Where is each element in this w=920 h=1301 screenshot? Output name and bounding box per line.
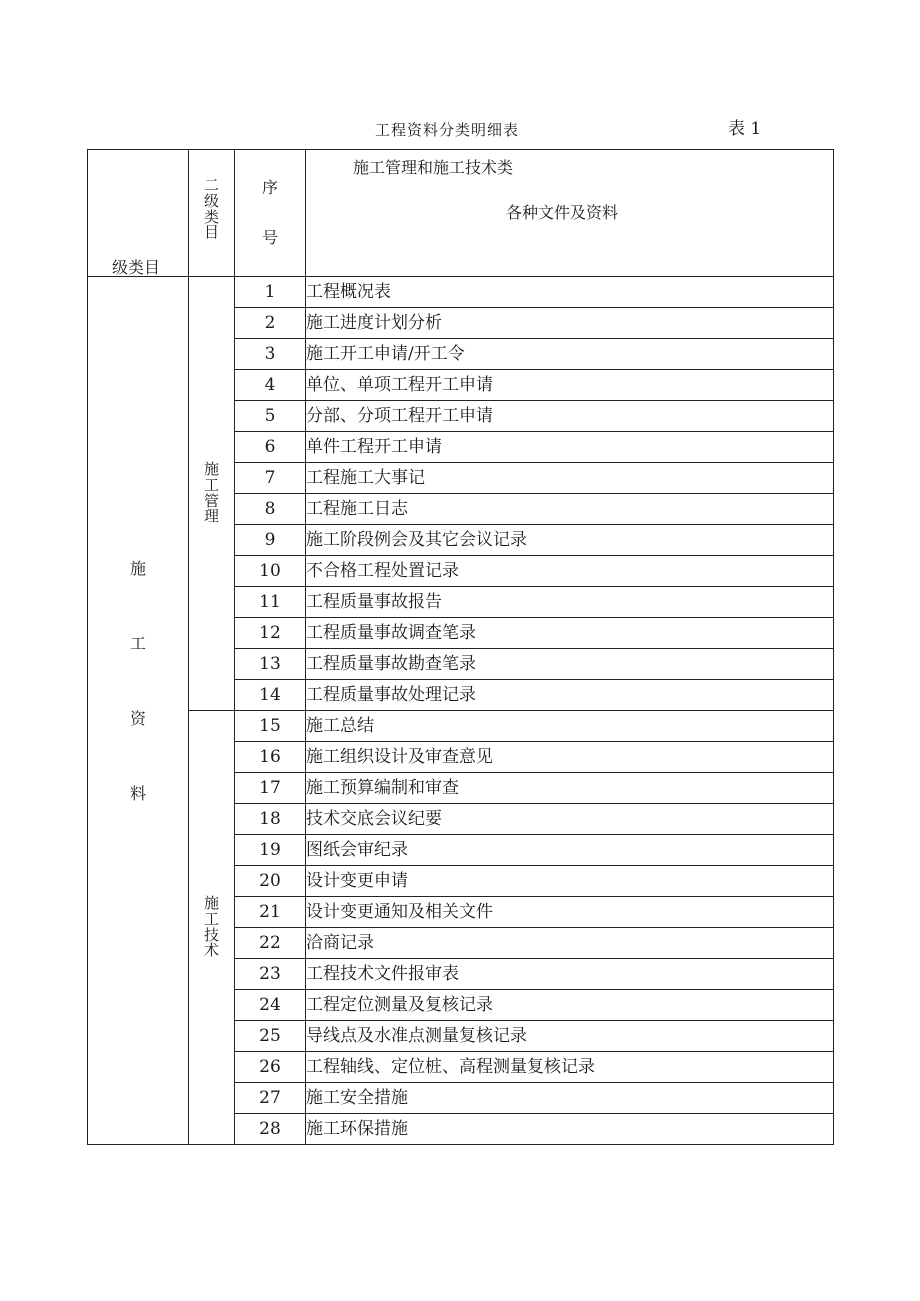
row-number: 26 (235, 1052, 306, 1083)
row-number: 7 (235, 463, 306, 494)
row-document-name: 洽商记录 (306, 928, 834, 959)
row-document-name: 设计变更通知及相关文件 (306, 897, 834, 928)
row-document-name: 工程技术文件报审表 (306, 959, 834, 990)
row-number: 23 (235, 959, 306, 990)
row-number: 25 (235, 1021, 306, 1052)
level1-category-cell (88, 277, 189, 1145)
row-number: 13 (235, 649, 306, 680)
row-document-name: 工程施工大事记 (306, 463, 834, 494)
level2-category-char: 施 (203, 894, 219, 912)
row-document-name: 导线点及水准点测量复核记录 (306, 1021, 834, 1052)
row-document-name: 设计变更申请 (306, 866, 834, 897)
header-level2-char: 目 (203, 223, 219, 242)
row-document-name: 施工组织设计及审查意见 (306, 742, 834, 773)
level2-category-char: 技 (203, 925, 219, 944)
row-document-name: 施工开工申请/开工令 (306, 339, 834, 370)
header-level2-char: 二 (203, 176, 219, 194)
row-document-name: 分部、分项工程开工申请 (306, 401, 834, 432)
level2-category-char: 管 (203, 491, 219, 510)
header-docs-line1: 施工管理和施工技术类 (353, 158, 514, 177)
table-row (88, 277, 834, 308)
level2-category-label (189, 896, 234, 959)
header-level1-cell (88, 150, 189, 277)
row-number: 22 (235, 928, 306, 959)
row-number: 17 (235, 773, 306, 804)
row-number: 14 (235, 680, 306, 711)
level1-category-char: 施 (129, 559, 146, 578)
row-document-name: 施工环保措施 (306, 1114, 834, 1145)
row-number: 27 (235, 1083, 306, 1114)
row-number: 28 (235, 1114, 306, 1145)
level2-category-cell (189, 277, 235, 711)
header-docs-line2: 各种文件及资料 (506, 203, 619, 222)
row-document-name: 工程施工日志 (306, 494, 834, 525)
level1-category-label (88, 561, 188, 861)
level2-category-char: 工 (203, 475, 219, 494)
header-level2-cell (189, 150, 235, 277)
row-document-name: 不合格工程处置记录 (306, 556, 834, 587)
row-number: 19 (235, 835, 306, 866)
row-document-name: 施工预算编制和审查 (306, 773, 834, 804)
row-document-name: 施工进度计划分析 (306, 308, 834, 339)
classification-table (87, 149, 834, 1145)
row-number: 12 (235, 618, 306, 649)
document-title: 工程资料分类明细表 (375, 121, 520, 139)
table-number-label: 表 1 (728, 119, 762, 139)
row-number: 10 (235, 556, 306, 587)
row-document-name: 施工安全措施 (306, 1083, 834, 1114)
row-document-name: 施工阶段例会及其它会议记录 (306, 525, 834, 556)
header-level1-label: 级类目 (112, 258, 161, 277)
row-document-name: 技术交底会议纪要 (306, 804, 834, 835)
level1-category-char: 资 (129, 709, 146, 728)
row-number: 5 (235, 401, 306, 432)
row-document-name: 工程质量事故勘查笔录 (306, 649, 834, 680)
header-level2-char: 级 (203, 191, 219, 210)
header-level2-char: 类 (203, 207, 219, 226)
row-number: 4 (235, 370, 306, 401)
level2-category-char: 理 (203, 507, 219, 526)
level2-category-char: 工 (203, 909, 219, 928)
row-document-name: 单位、单项工程开工申请 (306, 370, 834, 401)
row-number: 11 (235, 587, 306, 618)
row-document-name: 施工总结 (306, 711, 834, 742)
level1-category-char: 料 (129, 784, 146, 803)
row-number: 2 (235, 308, 306, 339)
level1-category-char: 工 (129, 634, 146, 653)
header-seq-bottom: 号 (261, 228, 278, 247)
row-document-name: 单件工程开工申请 (306, 432, 834, 463)
row-number: 6 (235, 432, 306, 463)
row-number: 9 (235, 525, 306, 556)
header-docs-cell (306, 150, 834, 277)
header-row (88, 150, 834, 277)
level2-category-label (189, 462, 234, 525)
row-document-name: 图纸会审纪录 (306, 835, 834, 866)
row-document-name: 工程质量事故调查笔录 (306, 618, 834, 649)
row-number: 18 (235, 804, 306, 835)
row-number: 24 (235, 990, 306, 1021)
header-level2-label (189, 178, 234, 241)
table-row (88, 711, 834, 742)
row-document-name: 工程质量事故报告 (306, 587, 834, 618)
row-document-name: 工程轴线、定位桩、高程测量复核记录 (306, 1052, 834, 1083)
level2-category-cell (189, 711, 235, 1145)
header-seq-top: 序 (261, 178, 278, 197)
level2-category-char: 术 (203, 941, 219, 960)
row-number: 3 (235, 339, 306, 370)
row-number: 1 (235, 277, 306, 308)
row-number: 16 (235, 742, 306, 773)
row-number: 20 (235, 866, 306, 897)
row-document-name: 工程概况表 (306, 277, 834, 308)
row-number: 15 (235, 711, 306, 742)
row-number: 21 (235, 897, 306, 928)
level2-category-char: 施 (203, 460, 219, 478)
row-document-name: 工程定位测量及复核记录 (306, 990, 834, 1021)
row-document-name: 工程质量事故处理记录 (306, 680, 834, 711)
row-number: 8 (235, 494, 306, 525)
header-seq-cell (235, 150, 306, 277)
